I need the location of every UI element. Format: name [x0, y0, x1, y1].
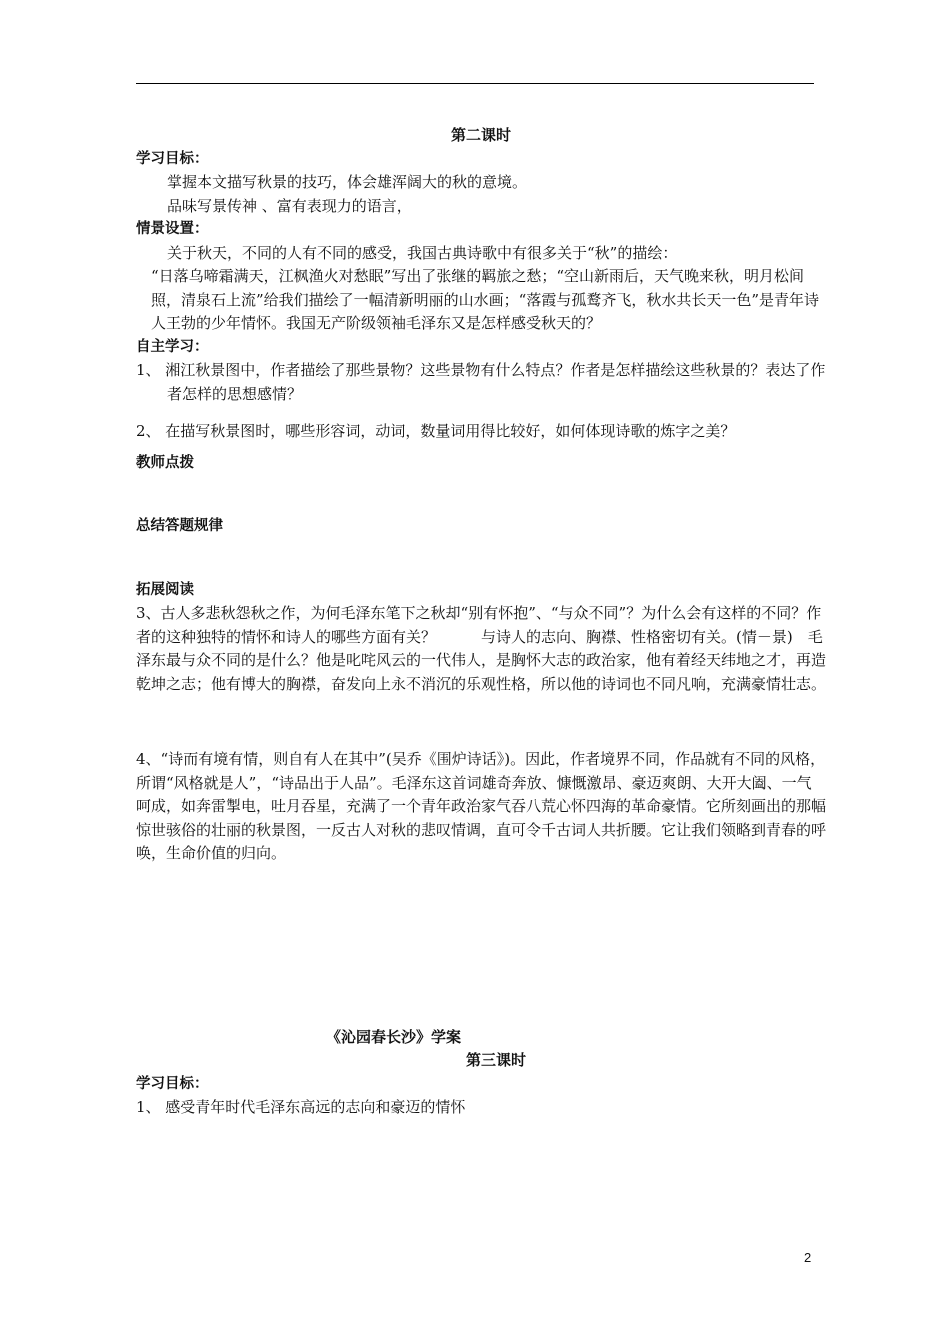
- page-number: 2: [804, 1250, 812, 1265]
- extended-reading-heading: 拓展阅读: [136, 581, 194, 598]
- scene-paragraph: 关于秋天，不同的人有不同的感受，我国古典诗歌中有很多关于“秋”的描绘：: [167, 243, 678, 262]
- lesson2-title: 第二课时: [450, 126, 511, 144]
- goal-item: 掌握本文描写秋景的技巧，体会雄浑阔大的秋的意境。: [167, 173, 528, 191]
- lesson3-goal-1: 1、 感受青年时代毛泽东高远的志向和豪迈的情怀: [136, 1098, 466, 1116]
- question-3: 3、古人多悲秋怨秋之作，为何毛泽东笔下之秋却“别有怀抱”、“与众不同”？为什么会有这样的不同？作者的这种独特的情怀和诗人的哪些方面有关？ 与诗人的志向、胸襟、性格密切有关。(情－景) 毛泽东最与众不同的是什么？他是叱咤风云的一代伟人，是胸怀大志的政治家，他有着经天纬地之才，再造乾坤之志；他有博大的胸襟，奋发向上永不消沉的乐观性格，所以他的诗词也不同凡响，充满豪情壮志。: [136, 604, 827, 693]
- lesson3-title: 第三课时: [466, 1051, 527, 1069]
- teacher-heading: 教师点拨: [136, 454, 194, 471]
- scene-paragraph: “日落乌啼霜满天，江枫渔火对愁眠”写出了张继的羁旅之愁；“空山新雨后，天气晚来秋，明月松间照，清泉石上流”给我们描绘了一幅清新明丽的山水画；“落霞与孤鹜齐飞，秋水共长天一色”是青年诗人王勃的少年情怀。我国无产阶级领袖毛泽东又是怎样感受秋天的？: [151, 267, 820, 332]
- question-1: 1、 湘江秋景图中，作者描绘了那些景物？这些景物有什么特点？作者是怎样描绘这些秋景的？表达了作者怎样的思想感情？: [136, 361, 826, 403]
- question-4: 4、“诗而有境有情，则自有人在其中”(吴乔《围炉诗话》)。因此，作者境界不同，作品就有不同的风格，所谓“风格就是人”，“诗品出于人品”。毛泽东这首词雄奇奔放、慷慨激昂、豪迈爽朗、大开大阖、一气呵成，如奔雷掣电，吐月吞星，充满了一个青年政治家气吞八荒心怀四海的革命豪情。它所刻画出的那幅惊世骇俗的壮丽的秋景图，一反古人对秋的悲叹情调，直可令千古词人共折腰。它让我们领略到青春的呼唤，生命价值的归向。: [136, 750, 827, 862]
- lesson3-goals-heading: 学习目标：: [136, 1075, 209, 1092]
- self-study-heading: 自主学习：: [136, 338, 209, 355]
- document-title: 《沁园春长沙》学案: [326, 1027, 462, 1046]
- goals-heading: 学习目标：: [136, 150, 209, 167]
- goal-item: 品味写景传神 、富有表现力的语言，: [167, 196, 412, 215]
- document-body: [136, 124, 826, 1120]
- header-rule: [136, 83, 814, 84]
- question-2: 2、 在描写秋景图时，哪些形容词，动词，数量词用得比较好，如何体现诗歌的炼字之美？: [136, 422, 736, 440]
- scene-heading: 情景设置：: [136, 221, 209, 237]
- summary-heading: 总结答题规律: [136, 518, 223, 534]
